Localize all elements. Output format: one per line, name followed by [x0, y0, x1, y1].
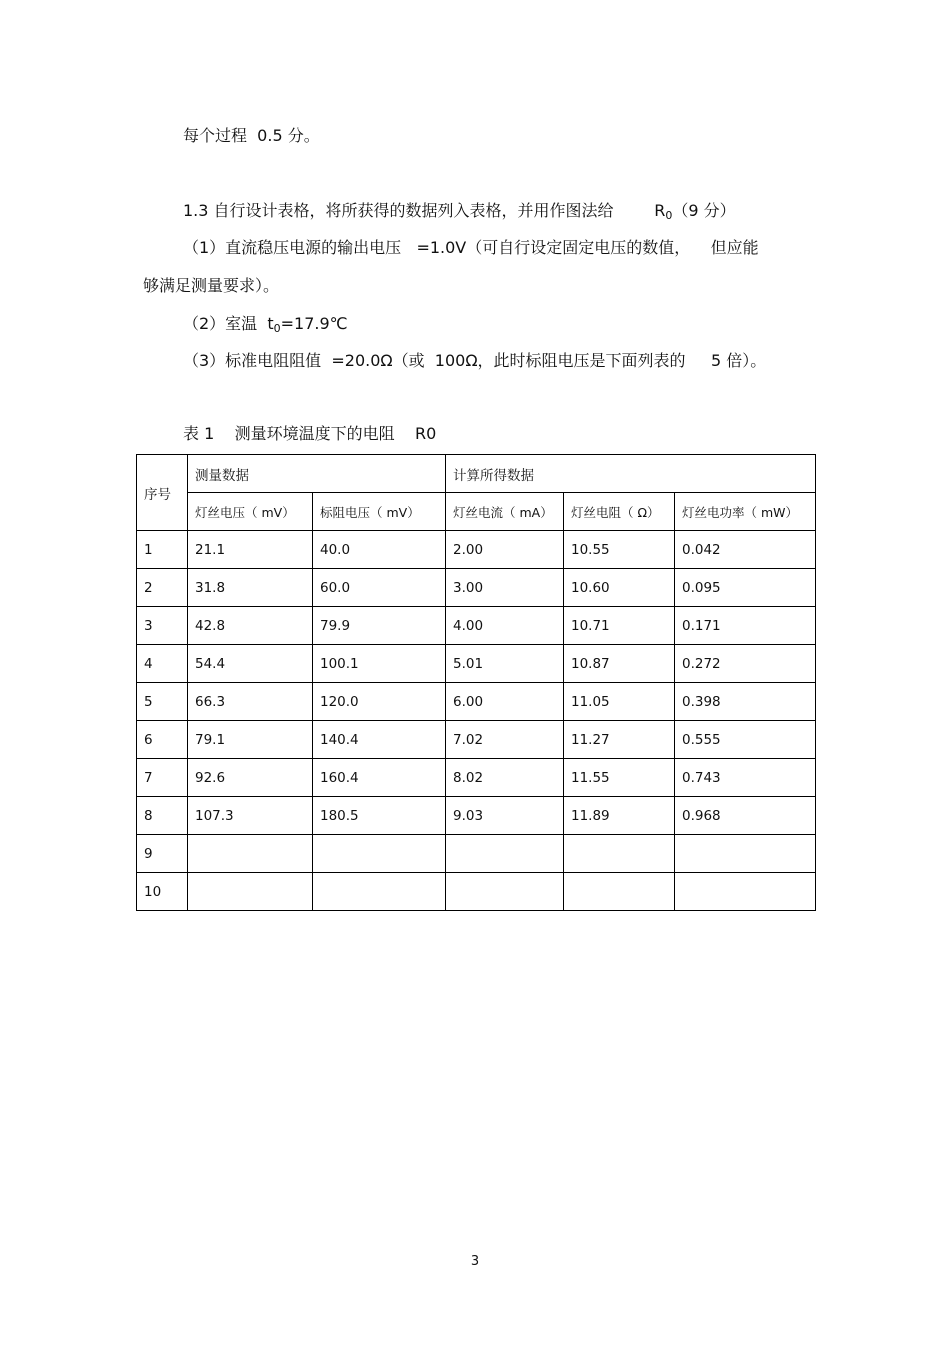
- measured-group-header: 测量数据: [188, 455, 446, 493]
- cell-filament-power: 0.042: [675, 531, 816, 569]
- cell-row-index: 6: [137, 721, 188, 759]
- cell-filament-voltage: 42.8: [188, 607, 313, 645]
- room-temp-value: =17.9℃: [280, 314, 348, 333]
- item-1-continuation: 够满足测量要求）。: [143, 276, 280, 295]
- cell-row-index: 2: [137, 569, 188, 607]
- table-row: [137, 645, 816, 683]
- cell-filament-resistance: 10.55: [564, 531, 675, 569]
- cell-filament-power: 0.171: [675, 607, 816, 645]
- section-heading-score: （9 分）: [672, 201, 736, 220]
- cell-standard-voltage: 140.4: [313, 721, 446, 759]
- item-1-power-voltage: （1）直流稳压电源的输出电压 =1.0V（可自行设定固定电压的数值， 但应能: [183, 238, 759, 257]
- room-temp-label: （2）室温 t: [183, 314, 274, 333]
- cell-filament-current: 6.00: [446, 683, 564, 721]
- table-row: [137, 569, 816, 607]
- cell-filament-current: 9.03: [446, 797, 564, 835]
- cell-standard-voltage: [313, 873, 446, 911]
- t0-subscript: 0: [273, 322, 281, 335]
- cell-filament-resistance: 10.71: [564, 607, 675, 645]
- cell-filament-current: [446, 873, 564, 911]
- cell-filament-voltage: [188, 873, 313, 911]
- cell-row-index: 8: [137, 797, 188, 835]
- cell-filament-power: 0.968: [675, 797, 816, 835]
- cell-standard-voltage: 79.9: [313, 607, 446, 645]
- cell-row-index: 5: [137, 683, 188, 721]
- cell-standard-voltage: 40.0: [313, 531, 446, 569]
- cell-row-index: 1: [137, 531, 188, 569]
- cell-filament-current: 5.01: [446, 645, 564, 683]
- col-header-filament-power: 灯丝电功率（ mW）: [675, 493, 816, 531]
- cell-filament-resistance: 10.87: [564, 645, 675, 683]
- cell-filament-power: [675, 873, 816, 911]
- cell-row-index: 10: [137, 873, 188, 911]
- process-score-note: 每个过程 0.5 分。: [183, 126, 320, 145]
- cell-filament-current: 3.00: [446, 569, 564, 607]
- cell-filament-resistance: [564, 835, 675, 873]
- cell-filament-resistance: [564, 873, 675, 911]
- cell-row-index: 4: [137, 645, 188, 683]
- index-header: 序号: [137, 455, 188, 531]
- cell-filament-voltage: [188, 835, 313, 873]
- table-row: [137, 873, 816, 911]
- cell-standard-voltage: 100.1: [313, 645, 446, 683]
- cell-filament-voltage: 21.1: [188, 531, 313, 569]
- cell-filament-voltage: 79.1: [188, 721, 313, 759]
- col-header-filament-voltage: 灯丝电压（ mV）: [188, 493, 313, 531]
- cell-filament-power: 0.095: [675, 569, 816, 607]
- table-row: [137, 759, 816, 797]
- item-3-standard-resistance: （3）标准电阻阻值 =20.0Ω（或 100Ω，此时标阻电压是下面列表的 5 倍）。: [183, 351, 767, 370]
- page-number: 3: [470, 1254, 480, 1269]
- table-row: [137, 607, 816, 645]
- table-row: [137, 683, 816, 721]
- cell-standard-voltage: 160.4: [313, 759, 446, 797]
- cell-filament-power: 0.398: [675, 683, 816, 721]
- calculated-group-header: 计算所得数据: [446, 455, 816, 493]
- col-header-filament-current: 灯丝电流（ mA）: [446, 493, 564, 531]
- section-heading-text: 1.3 自行设计表格，将所获得的数据列入表格，并用作图法给 R: [183, 201, 666, 220]
- cell-filament-resistance: 11.55: [564, 759, 675, 797]
- cell-filament-resistance: 11.27: [564, 721, 675, 759]
- item-2-room-temperature: [183, 314, 348, 336]
- cell-row-index: 3: [137, 607, 188, 645]
- cell-filament-power: [675, 835, 816, 873]
- col-header-standard-voltage: 标阻电压（ mV）: [313, 493, 446, 531]
- cell-row-index: 7: [137, 759, 188, 797]
- cell-filament-voltage: 54.4: [188, 645, 313, 683]
- cell-standard-voltage: 120.0: [313, 683, 446, 721]
- cell-standard-voltage: 180.5: [313, 797, 446, 835]
- cell-filament-current: [446, 835, 564, 873]
- cell-filament-current: 8.02: [446, 759, 564, 797]
- cell-filament-voltage: 66.3: [188, 683, 313, 721]
- cell-filament-voltage: 107.3: [188, 797, 313, 835]
- table-row: [137, 797, 816, 835]
- cell-filament-current: 7.02: [446, 721, 564, 759]
- cell-filament-power: 0.743: [675, 759, 816, 797]
- cell-filament-resistance: 10.60: [564, 569, 675, 607]
- cell-filament-voltage: 31.8: [188, 569, 313, 607]
- table-caption: 表 1 测量环境温度下的电阻 R0: [183, 424, 437, 443]
- section-heading: [183, 201, 736, 223]
- table-row: [137, 721, 816, 759]
- cell-standard-voltage: [313, 835, 446, 873]
- cell-standard-voltage: 60.0: [313, 569, 446, 607]
- cell-row-index: 9: [137, 835, 188, 873]
- cell-filament-power: 0.555: [675, 721, 816, 759]
- cell-filament-current: 2.00: [446, 531, 564, 569]
- measurement-table: [136, 454, 816, 911]
- table-row: [137, 531, 816, 569]
- cell-filament-current: 4.00: [446, 607, 564, 645]
- cell-filament-resistance: 11.05: [564, 683, 675, 721]
- cell-filament-power: 0.272: [675, 645, 816, 683]
- cell-filament-resistance: 11.89: [564, 797, 675, 835]
- cell-filament-voltage: 92.6: [188, 759, 313, 797]
- r0-subscript: 0: [665, 209, 673, 222]
- col-header-filament-resistance: 灯丝电阻（ Ω）: [564, 493, 675, 531]
- table-row: [137, 835, 816, 873]
